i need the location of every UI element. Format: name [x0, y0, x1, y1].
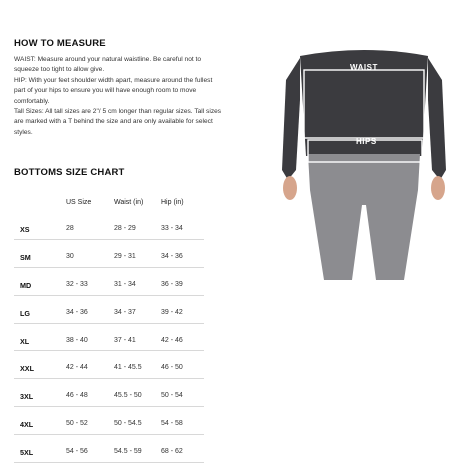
size-cell: XS: [20, 225, 30, 234]
waist-cell: 37 - 41: [114, 336, 136, 344]
size-cell: SM: [20, 252, 31, 262]
instruction-line: styles.: [14, 128, 33, 136]
hip-cell: 54 - 58: [161, 420, 183, 428]
table-row: [14, 240, 204, 268]
instruction-line: part of your hips to ensure you will have enough room to move: [14, 87, 197, 95]
waist-cell: 50 - 54.5: [114, 420, 142, 428]
us-size-cell: 28: [66, 225, 74, 232]
waist-cell: 34 - 37: [114, 308, 136, 316]
table-row: [14, 212, 204, 240]
size-cell: LG: [20, 308, 30, 318]
waist-label: WAIST: [350, 63, 378, 72]
hip-cell: 34 - 36: [161, 252, 183, 260]
table-row: [14, 324, 204, 352]
us-size-cell: 30: [66, 252, 74, 260]
instruction-line: squeeze too tight to allow give.: [14, 66, 105, 74]
hip-cell: 33 - 34: [161, 225, 183, 232]
measure-instructions: [14, 55, 236, 138]
waist-cell: 45.5 - 50: [114, 392, 142, 400]
header-hip: Hip (in): [161, 199, 184, 206]
size-cell: XL: [20, 336, 30, 346]
waist-cell: 31 - 34: [114, 280, 136, 288]
us-size-cell: 46 - 48: [66, 392, 88, 400]
table-row: [14, 296, 204, 324]
table-row: [14, 435, 204, 463]
hips-label: HIPS: [356, 137, 377, 146]
size-chart-heading: BOTTOMS SIZE CHART: [14, 167, 125, 178]
instruction-line: WAIST: Measure around your natural waistline. Be careful not to: [14, 56, 202, 63]
instruction-line: comfortably.: [14, 97, 50, 105]
instruction-line: HIP: With your feet shoulder width apart, measure around the fullest: [14, 76, 213, 84]
table-header: [14, 196, 204, 212]
waist-cell: 41 - 45.5: [114, 364, 142, 372]
how-to-measure-heading: HOW TO MEASURE: [14, 38, 106, 49]
left-arm: [282, 58, 300, 180]
us-size-cell: 34 - 36: [66, 308, 88, 316]
table-row: [14, 351, 204, 379]
header-us-size: US Size: [66, 199, 92, 206]
us-size-cell: 32 - 33: [66, 280, 88, 288]
right-hand: [431, 176, 445, 200]
hip-cell: 50 - 54: [161, 392, 183, 400]
waist-cell: 54.5 - 59: [114, 448, 142, 456]
size-cell: MD: [20, 280, 32, 290]
size-cell: 4XL: [20, 420, 34, 430]
table-row: [14, 268, 204, 296]
table-row: [14, 407, 204, 435]
us-size-cell: 54 - 56: [66, 448, 88, 456]
waist-cell: 28 - 29: [114, 225, 136, 232]
us-size-cell: 42 - 44: [66, 364, 88, 372]
right-arm: [428, 58, 446, 180]
size-chart-table: [14, 196, 204, 463]
tights: [308, 154, 420, 280]
measurement-illustration: [278, 30, 450, 280]
size-cell: XXL: [20, 364, 34, 374]
hip-cell: 42 - 46: [161, 336, 183, 344]
hip-cell: 39 - 42: [161, 308, 183, 316]
instruction-line: Tall Sizes: All tall sizes are 2"/ 5 cm longer than regular sizes. Tall sizes: [14, 108, 222, 116]
model-figure: [278, 30, 450, 280]
hip-cell: 46 - 50: [161, 364, 183, 372]
us-size-cell: 50 - 52: [66, 420, 88, 428]
table-row: [14, 379, 204, 407]
header-waist: Waist (in): [114, 199, 144, 206]
instruction-line: are marked with a T behind the size and are only available for select: [14, 118, 213, 126]
waist-cell: 29 - 31: [114, 252, 136, 260]
us-size-cell: 38 - 40: [66, 336, 88, 344]
size-cell: 3XL: [20, 392, 34, 402]
hip-cell: 36 - 39: [161, 280, 183, 288]
hip-cell: 68 - 62: [161, 448, 183, 456]
size-cell: 5XL: [20, 448, 34, 458]
left-hand: [283, 176, 297, 200]
